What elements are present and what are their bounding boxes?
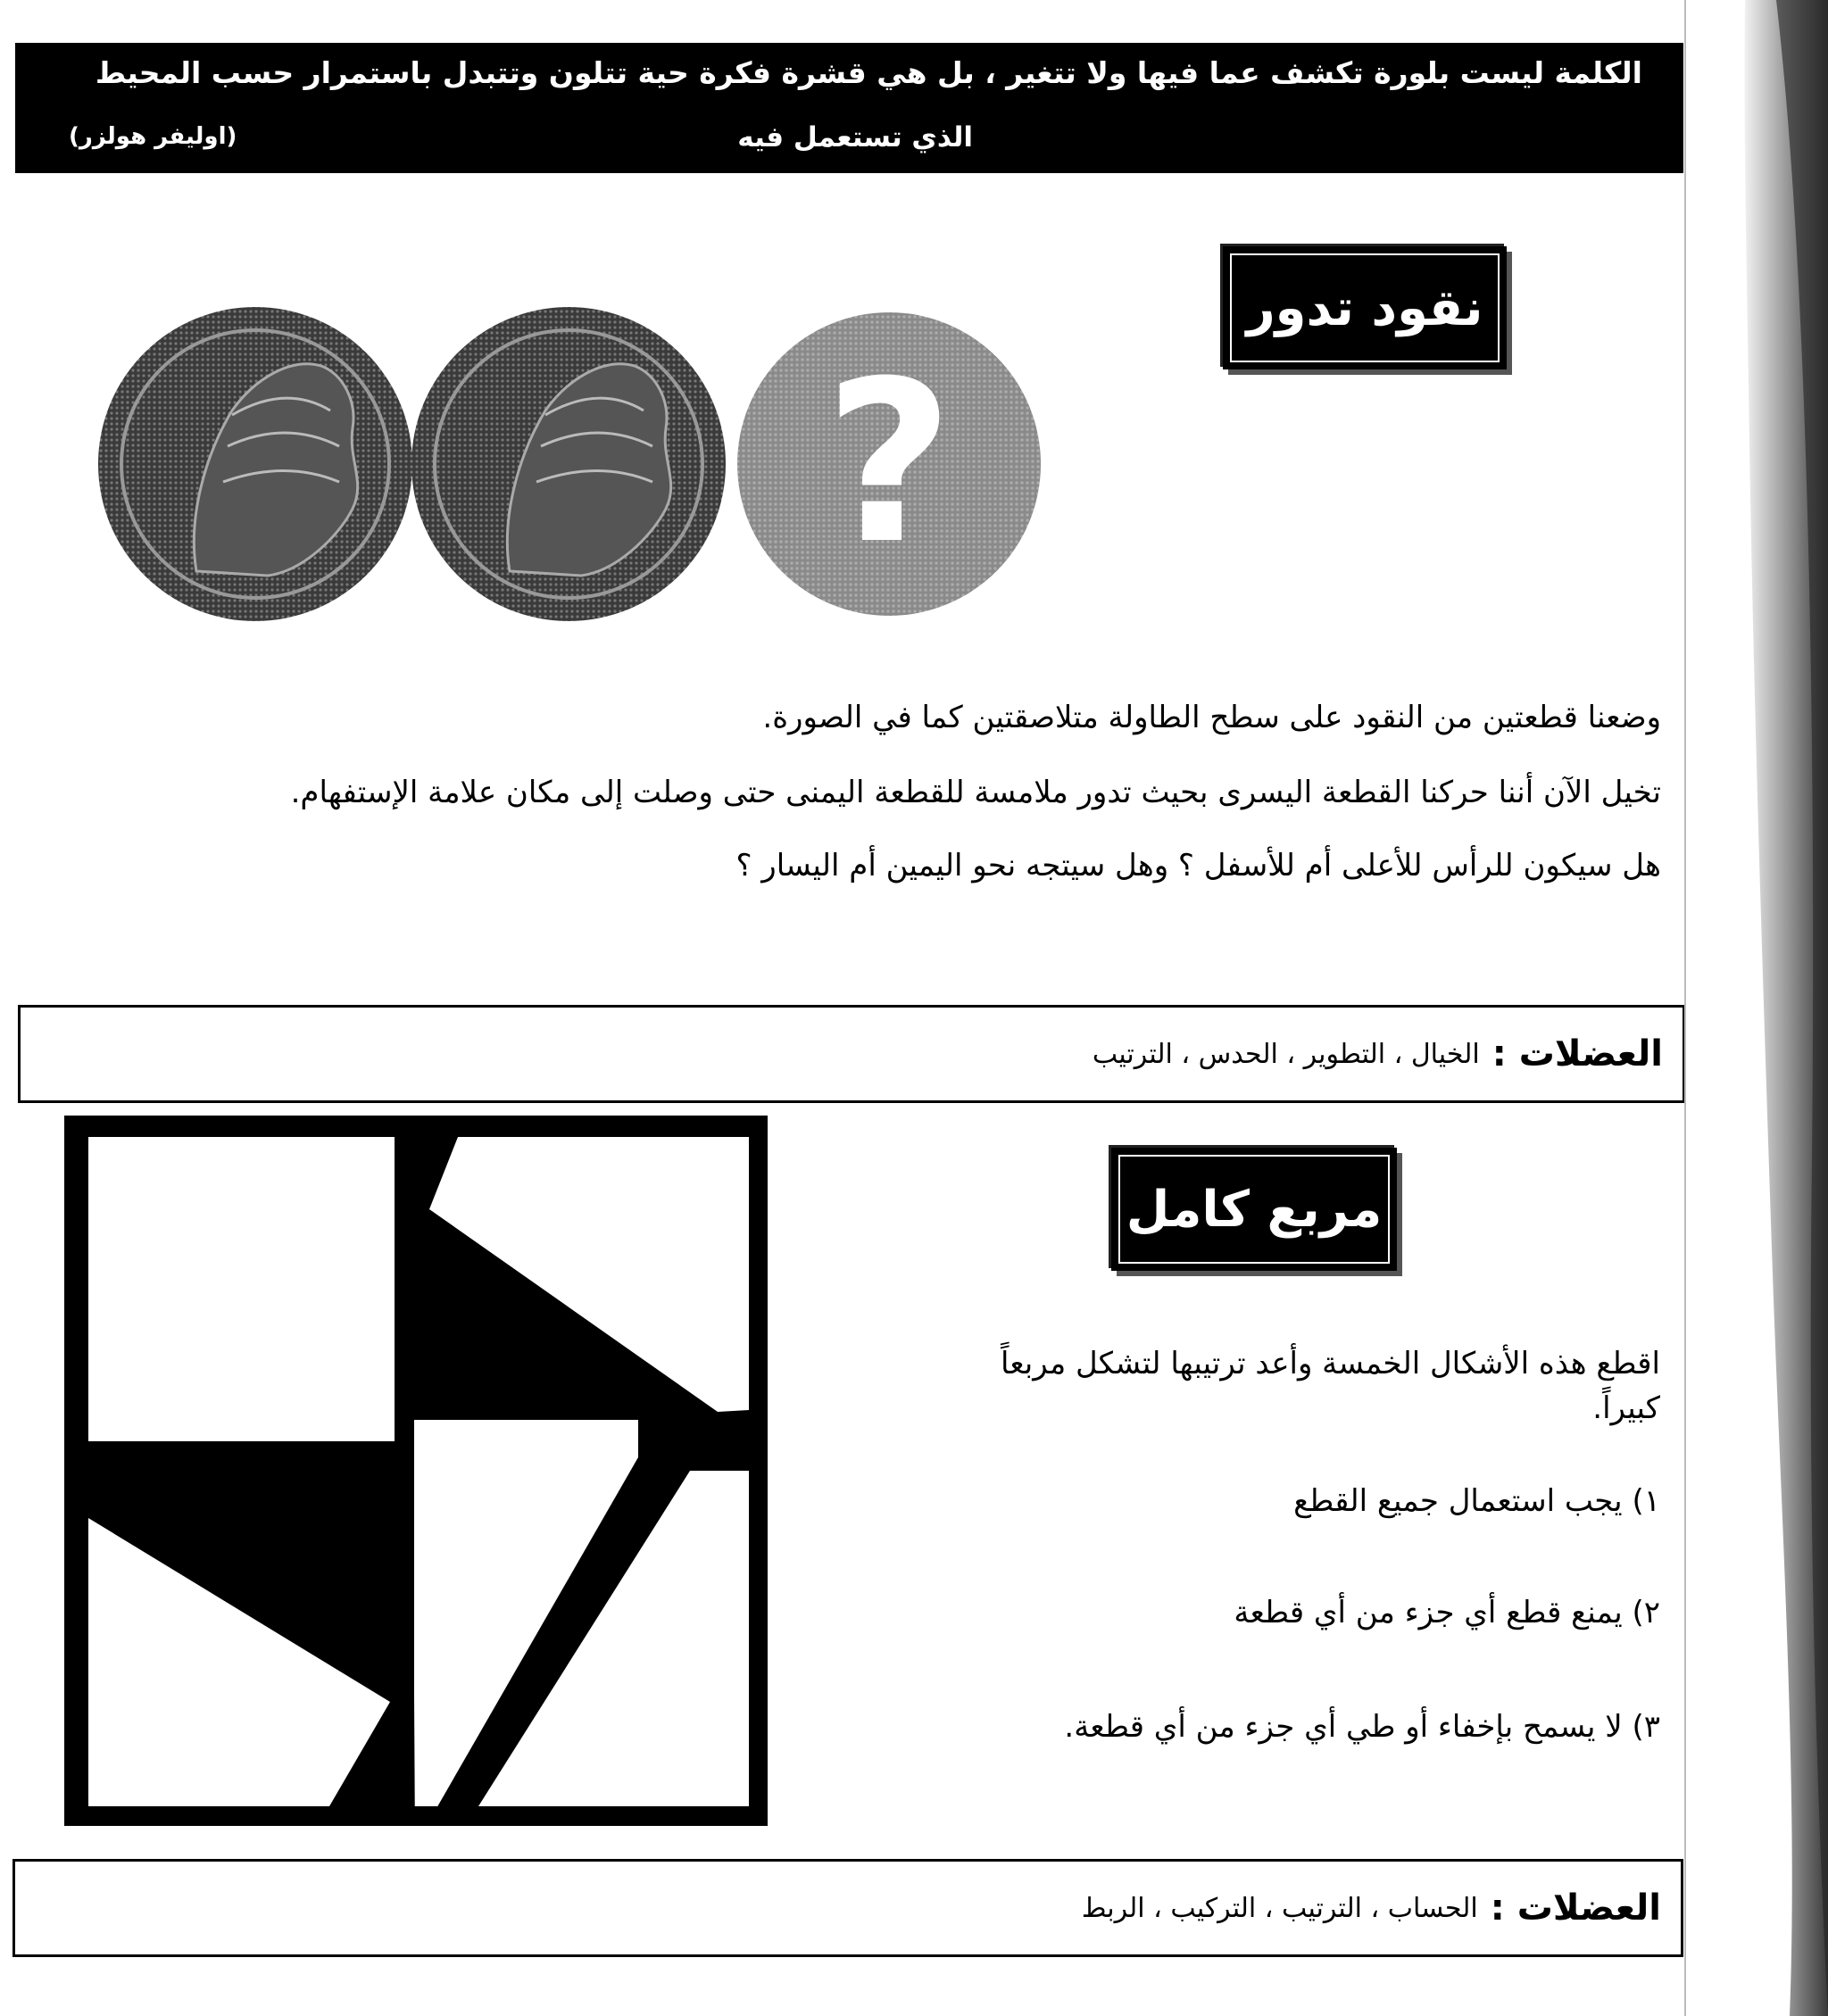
coins-illustration: [98, 303, 1058, 625]
coins-skills-box: [18, 1005, 1685, 1103]
quote-author: (اوليفر هولزر): [69, 123, 237, 150]
page-edge-photo: [1727, 0, 1828, 2016]
page-edge-line: [1684, 0, 1686, 2016]
quote-text-line1: الكلمة ليست بلورة تكشف عما فيها ولا تتغير ، بل هي قشرة فكرة حية تتلون وتتبدل باستمرار حسب المحيط: [95, 55, 1642, 90]
square-title-text: مربع كامل: [1126, 1180, 1383, 1239]
square-intro-line2: كبيراً.: [1592, 1390, 1660, 1426]
square-rule-1: ١) يجب استعمال جميع القطع: [1293, 1483, 1660, 1519]
coins-paragraph-1: وضعنا قطعتين من النقود على سطح الطاولة متلاصقتين كما في الصورة.: [762, 700, 1661, 735]
puzzle-piece-top-left: [88, 1137, 395, 1441]
square-section-title: [1111, 1148, 1397, 1271]
question-mark-coin: [737, 312, 1041, 616]
skills-label: العضلات: [1516, 1887, 1661, 1929]
left-coin: [98, 307, 412, 621]
square-intro-line1: اقطع هذه الأشكال الخمسة وأعد ترتيبها لتشكل مربعاً: [1001, 1346, 1660, 1381]
coins-paragraph-2: تخيل الآن أننا حركنا القطعة اليسرى بحيث تدور ملامسة للقطعة اليمنى حتى وصلت إلى مكان علامة الإستفهام.: [290, 775, 1661, 810]
skills-colon: :: [1490, 1887, 1505, 1929]
coins-section-title: [1223, 246, 1507, 369]
square-skills-box: [12, 1859, 1683, 1957]
middle-coin: [411, 307, 726, 621]
square-rule-3: ٣) لا يسمح بإخفاء أو طي أي جزء من أي قطعة.: [1064, 1709, 1660, 1745]
square-puzzle-figure: [64, 1116, 768, 1826]
skills-label: العضلات: [1518, 1033, 1663, 1074]
quote-text-line2: الذي تستعمل فيه: [737, 121, 973, 153]
skills-list: الخيال ، التطوير ، الحدس ، الترتيب: [1092, 1038, 1480, 1070]
coins-paragraph-3: هل سيكون للرأس للأعلى أم للأسفل ؟ وهل سيتجه نحو اليمين أم اليسار ؟: [735, 848, 1661, 884]
quote-banner: [15, 43, 1683, 173]
skills-colon: :: [1491, 1033, 1507, 1074]
coins-title-text: نقود تدور: [1246, 278, 1483, 337]
question-mark-icon: ?: [824, 333, 954, 593]
skills-list: الحساب ، الترتيب ، التركيب ، الربط: [1081, 1892, 1478, 1924]
square-rule-2: ٢) يمنع قطع أي جزء من أي قطعة: [1234, 1595, 1660, 1630]
